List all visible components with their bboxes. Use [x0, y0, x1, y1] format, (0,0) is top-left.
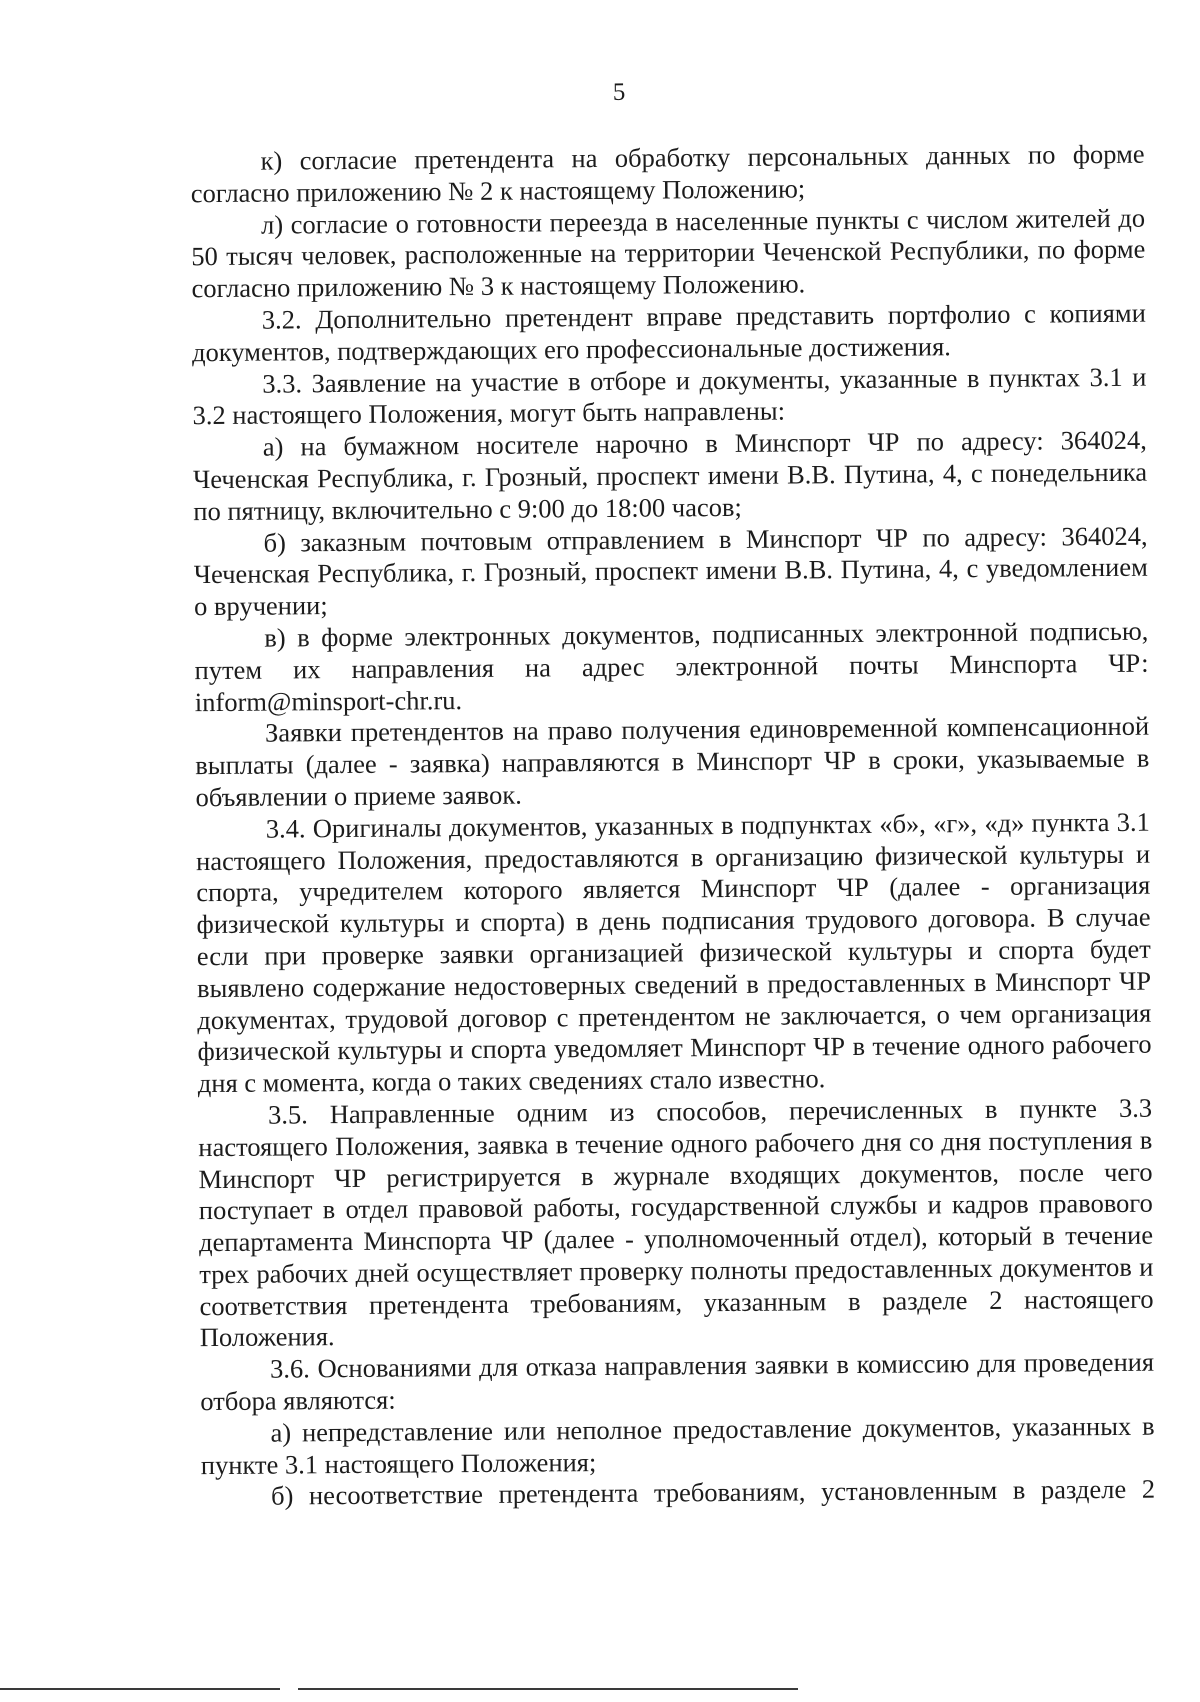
- paragraph-3-3-v: в) в форме электронных документов, подписанных электронной подписью, путем их направления на адрес электронной почты Минспорта ЧР: inform@minsport-chr.ru.: [194, 615, 1149, 717]
- paragraph-3-6: 3.6. Основаниями для отказа направления заявки в комиссию для проведения отбора являются:: [200, 1346, 1155, 1417]
- paragraph-l: л) согласие о готовности переезда в населенные пункты с числом жителей до 50 тысяч человек, расположенные на территории Чеченской Республики, по форме согласно приложению № 3 к настоящему Положению.: [191, 202, 1146, 304]
- paragraph-3-5: 3.5. Направленные одним из способов, перечисленных в пункте 3.3 настоящего Положения, заявка в течение одного рабочего дня со дня поступления в Минспорт ЧР регистрируется в журнале входящих документов, после чего поступает в отдел правовой работы, государственной службы и кадров правового департамента Минспорта ЧР (далее - уполномоченный отдел), который в течение трех рабочих дней осуществляет проверку полноты предоставленных документов и соответствия претендента требованиям, указанным в разделе 2 настоящего Положения.: [198, 1092, 1154, 1353]
- document-body: [190, 139, 1155, 1514]
- bottom-rule-right: [298, 1688, 798, 1690]
- paragraph-3-3: 3.3. Заявление на участие в отборе и документы, указанные в пунктах 3.1 и 3.2 настоящего Положения, могут быть направлены:: [192, 361, 1147, 431]
- paragraph-3-6-b: б) несоответствие претендента требованиям, установленным в разделе 2: [270, 1474, 1156, 1512]
- paragraph-3-2: 3.2. Дополнительно претендент вправе представить портфолио с копиями документов, подтверждающих его профессиональные достижения.: [191, 297, 1146, 367]
- paragraph-3-4: 3.4. Оригиналы документов, указанных в подпунктах «б», «г», «д» пункта 3.1 настоящего Положения, предоставляются в организацию физической культуры и спорта, учредителем которого является Минспорт ЧР (далее - организация физической культуры и спорта) в день подписания трудового договора. В случае если при проверке заявки организацией физической культуры и спорта будет выявлено содержание недостоверных сведений в предоставленных в Минспорт ЧР документах, трудовой договор с претендентом не заключается, о чем организация физической культуры и спорта уведомляет Минспорт ЧР в течение одного рабочего дня с момента, когда о таких сведениях стало известно.: [195, 806, 1152, 1099]
- paragraph-applications: Заявки претендентов на право получения единовременной компенсационной выплаты (далее - заявка) направляются в Минспорт ЧР в сроки, указываемые в объявлении о приеме заявок.: [195, 711, 1150, 813]
- paragraph-3-6-a: а) непредставление или неполное предоставление документов, указанных в пункте 3.1 настоящего Положения;: [200, 1410, 1155, 1480]
- paragraph-3-3-a: а) на бумажном носителе нарочно в Минспорт ЧР по адресу: 364024, Чеченская Республика, г. Грозный, проспект имени В.В. Путина, 4, с понедельника по пятницу, включительно с 9:00 до 18:00 часов;: [192, 424, 1148, 526]
- page-number: 5: [612, 78, 626, 106]
- paragraph-k: к) согласие претендента на обработку персональных данных по форме согласно приложению № 2 к настоящему Положению;: [190, 138, 1145, 208]
- paragraph-3-3-b: б) заказным почтовым отправлением в Минспорт ЧР по адресу: 364024, Чеченская Республика, г. Грозный, проспект имени В.В. Путина, 4, с уведомлением о вручении;: [193, 520, 1148, 622]
- bottom-rule-left: [0, 1688, 280, 1690]
